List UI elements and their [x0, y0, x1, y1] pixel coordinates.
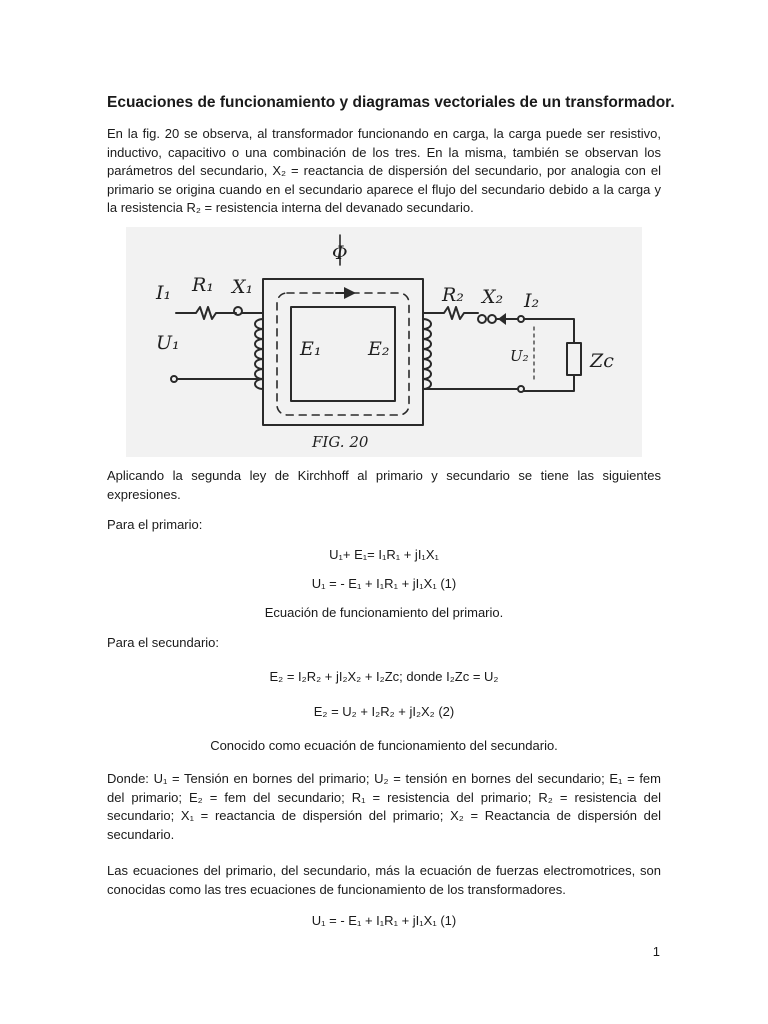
page-number: 1: [652, 944, 660, 959]
final-equation: U₁ = - E₁ + I₁R₁ + jI₁X₁ (1): [311, 913, 457, 928]
primary-equation-2: U₁ = - E₁ + I₁R₁ + jI₁X₁ (1): [311, 576, 457, 591]
closing-paragraph: Las ecuaciones del primario, del secundario, más la ecuación de fuerzas electromotrices, son conocidas como las tres ecuaciones de funcionamiento de los transformadores.: [107, 863, 661, 897]
i1-label: I₁: [156, 282, 172, 304]
secondary-heading: Para el secundario:: [107, 635, 220, 650]
primary-equation-1: U₁+ E₁= I₁R₁ + jI₁X₁: [329, 547, 439, 562]
i2-label: I₂: [524, 290, 540, 312]
phi-label: Φ: [332, 242, 348, 264]
u2-label: U₂: [510, 347, 529, 365]
primary-caption: Ecuación de funcionamiento del primario.: [264, 605, 504, 620]
secondary-equation-1: E₂ = I₂R₂ + jI₂X₂ + I₂Zc; donde I₂Zc = U₂: [269, 669, 499, 684]
transformer-figure: [126, 227, 642, 457]
figure-caption: FIG. 20: [312, 433, 369, 451]
secondary-caption: Conocido como ecuación de funcionamiento del secundario.: [210, 738, 558, 753]
e1-label: E₁: [300, 338, 322, 360]
zc-label: Zc: [590, 350, 614, 372]
u1-label: U₁: [156, 332, 180, 354]
r2-label: R₂: [442, 284, 464, 306]
page-title: Ecuaciones de funcionamiento y diagramas vectoriales de un transformador.: [107, 94, 675, 111]
primary-heading: Para el primario:: [107, 517, 203, 532]
definitions-paragraph: Donde: U₁ = Tensión en bornes del primario; U₂ = tensión en bornes del secundario; E₁ = fem del primario; E₂ = fem del secundario; R₁ = resistencia del primario; R₂ = resistencia del secundario; X₁ = reactancia de dispersión del primario; X₂ = Reactancia de dispersión del secundario.: [107, 771, 661, 842]
intro-paragraph: En la fig. 20 se observa, al transformador funcionando en carga, la carga puede ser resistivo, inductivo, capacitivo o una combinación de los tres. En la misma, también se observan los parámetros del secundario, X₂ = reactancia de dispersión del secundario, por analogia con el primario se origina cuando en el secundario aparece el flujo del secundario debido a la carga y la resistencia R₂ = resistencia interna del devanado secundario.: [107, 126, 661, 215]
transformer-diagram: [126, 227, 642, 457]
secondary-equation-2: E₂ = U₂ + I₂R₂ + jI₂X₂ (2): [313, 704, 455, 719]
x1-label: X₁: [232, 276, 254, 298]
x2-label: X₂: [482, 286, 504, 308]
r1-label: R₁: [192, 274, 214, 296]
e2-label: E₂: [368, 338, 390, 360]
kirchhoff-paragraph: Aplicando la segunda ley de Kirchhoff al primario y secundario se tiene las siguientes expresiones.: [107, 468, 661, 502]
